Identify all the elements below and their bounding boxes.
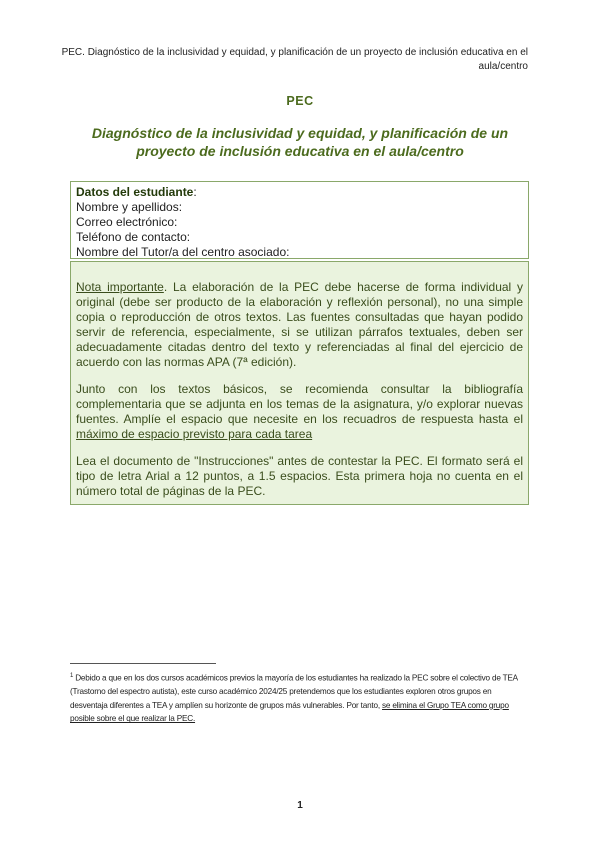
note-instructions-text: Lea el documento de "Instrucciones" antes de contestar la PEC. El formato será el tipo de letra Arial a 12 puntos, a 1.5 espacios. Esta primera hoja no cuenta en el número total de páginas de la PEC. [76,454,523,498]
field-tutor-name[interactable]: Nombre del Tutor/a del centro asociado: [76,245,290,259]
field-name[interactable]: Nombre y apellidos: [76,200,183,214]
footnote [70,670,530,726]
footnote-separator [70,663,216,664]
field-email[interactable]: Correo electrónico: [76,215,178,229]
footnote-text: Debido a que en los dos cursos académicos previos la mayoría de los estudiantes ha realizado la PEC sobre el colectivo de TEA (Trastorno del espectro autista), este curso académico 2024/25 pretendemos que los estudiantes exploren otros grupos en desventaja diferentes a TEA y amplíen su horizonte de grupos más vulnerables. Por tanto, [70,673,518,710]
student-data-heading-row [76,185,523,200]
note-originality-text: . La elaboración de la PEC debe hacerse de forma individual y original (debe ser producto de la elaboración y reflexión personal), no una simple copia o reproducción de otros textos. Las fuentes consultadas que hayan podido servir de referencia, especialmente, si se utilizan párrafos textuales, deben ser adecuadamente citadas dentro del texto y referenciadas al final del ejercicio de acuerdo con las normas APA (7ª edición). [76,280,523,369]
note-paragraph-originality [76,280,523,370]
note-paragraph-bibliography [76,382,523,442]
footnote-emphasis: se elimina el Grupo TEA como grupo posible sobre el que realizar la PEC. [70,700,509,724]
student-data-heading-colon: : [193,185,197,199]
pec-label: PEC [286,94,314,108]
student-data-box [70,181,529,259]
document-title: Diagnóstico de la inclusividad y equidad, y planificación de un proyecto de inclusión educativa en el aula/centro [91,125,509,159]
note-paragraph-instructions [76,454,523,499]
page-number: 1 [297,800,303,811]
important-notes-box [70,261,529,505]
field-phone[interactable]: Teléfono de contacto: [76,230,191,244]
footnote-marker: 1 [70,673,74,679]
note-important-label: Nota importante [76,280,164,294]
note-max-space-text: máximo de espacio previsto para cada tarea [76,427,313,441]
note-bibliography-text: Junto con los textos básicos, se recomienda consultar la bibliografía complementaria que se adjunta en los temas de la asignatura, y/o explorar nuevas fuentes. Amplíe el espacio que necesite en los recuadros de respuesta hasta el [76,382,523,426]
running-header: PEC. Diagnóstico de la inclusividad y equidad, y planificación de un proyecto de inclusión educativa en el aula/centro [61,47,528,72]
student-data-heading: Datos del estudiante [76,185,194,199]
